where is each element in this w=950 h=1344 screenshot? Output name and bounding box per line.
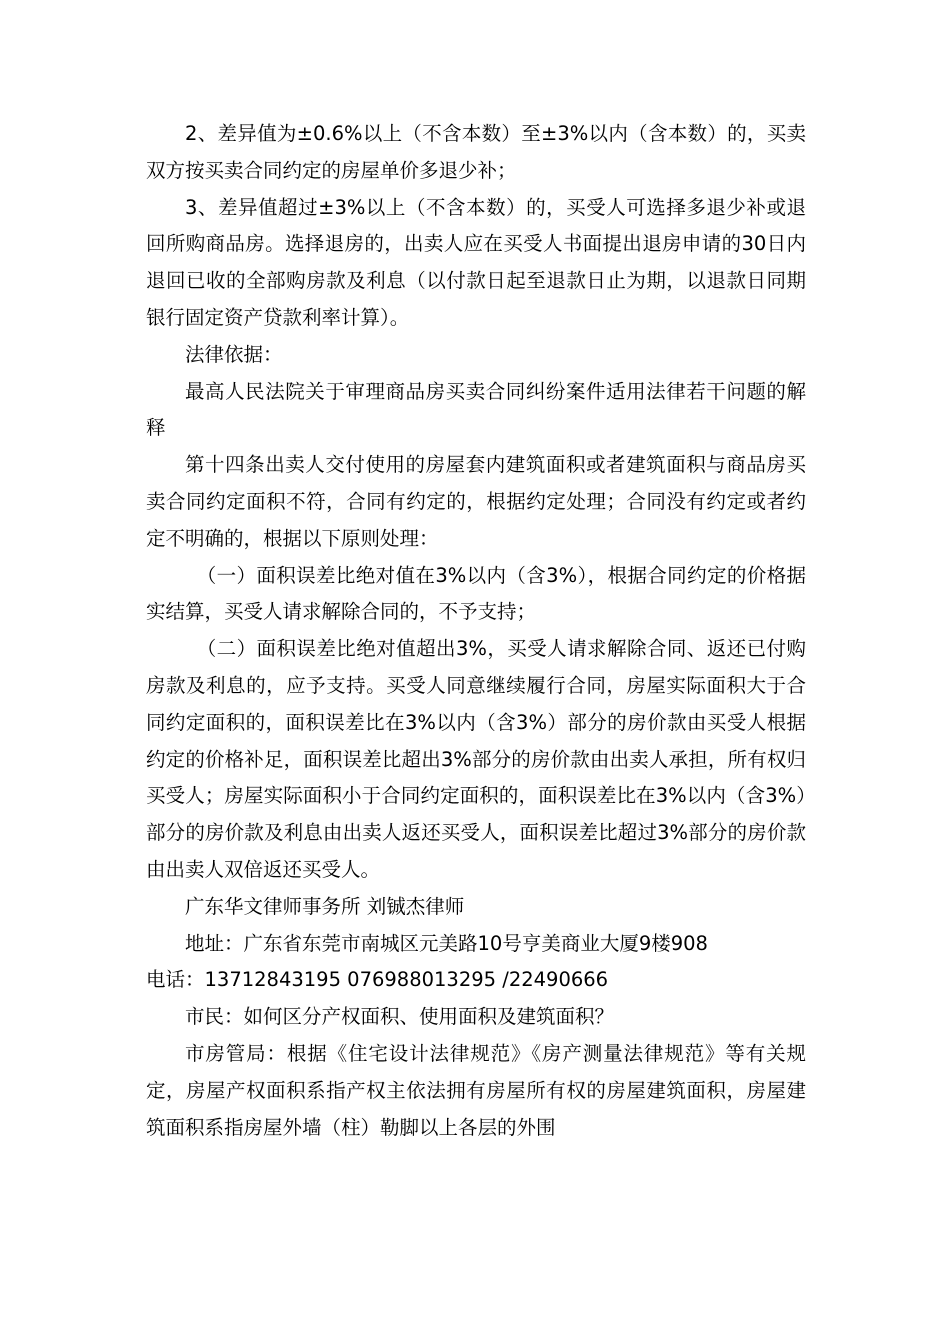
paragraph-item-2: （二）面积误差比绝对值超出3%，买受人请求解除合同、返还已付购房款及利息的，应予支持。买受人同意继续履行合同，房屋实际面积大于合同约定面积的，面积误差比在3%以内（含3%）部分的房价款由买受人根据约定的价格补足，面积误差比超出3%部分的房价款由出卖人承担，所有权归买受人；房屋实际面积小于合同约定面积的，面积误差比在3%以内（含3%）部分的房价款及利息由出卖人返还买受人，面积误差比超过3%部分的房价款由出卖人双倍返还买受人。 — [146, 637, 806, 881]
document-page — [146, 116, 806, 1146]
paragraph-citizen-question: 市民：如何区分产权面积、使用面积及建筑面积？ — [185, 1005, 615, 1029]
paragraph-phone: 电话：13712843195 076988013295 /22490666 — [146, 968, 609, 992]
paragraph-item-1: （一）面积误差比绝对值在3%以内（含3%），根据合同约定的价格据实结算，买受人请求解除合同的，不予支持； — [146, 563, 806, 624]
paragraph-legal-basis-heading: 法律依据： — [185, 342, 283, 366]
paragraph-clause-2: 2、差异值为±0.6%以上（不含本数）至±3%以内（含本数）的，买卖双方按买卖合同约定的房屋单价多退少补； — [146, 122, 806, 182]
paragraph-article-14: 第十四条出卖人交付使用的房屋套内建筑面积或者建筑面积与商品房买卖合同约定面积不符，合同有约定的，根据约定处理；合同没有约定或者约定不明确的，根据以下原则处理： — [146, 453, 806, 550]
paragraph-law-firm: 广东华文律师事务所 刘铖杰律师 — [185, 894, 465, 918]
paragraph-interpretation-title: 最高人民法院关于审理商品房买卖合同纠纷案件适用法律若干问题的解释 — [146, 379, 806, 440]
paragraph-address: 地址：广东省东莞市南城区元美路10号亨美商业大厦9楼908 — [185, 931, 708, 955]
paragraph-clause-3: 3、差异值超过±3%以上（不含本数）的，买受人可选择多退少补或退回所购商品房。选择退房的，出卖人应在买受人书面提出退房申请的30日内退回已收的全部购房款及利息（以付款日起至退款日止为期，以退款日同期银行固定资产贷款利率计算）。 — [146, 195, 806, 329]
paragraph-housing-bureau-answer: 市房管局：根据《住宅设计法律规范》《房产测量法律规范》等有关规定，房屋产权面积系指产权主依法拥有房屋所有权的房屋建筑面积，房屋建筑面积系指房屋外墙（柱）勒脚以上各层的外围 — [146, 1041, 806, 1139]
